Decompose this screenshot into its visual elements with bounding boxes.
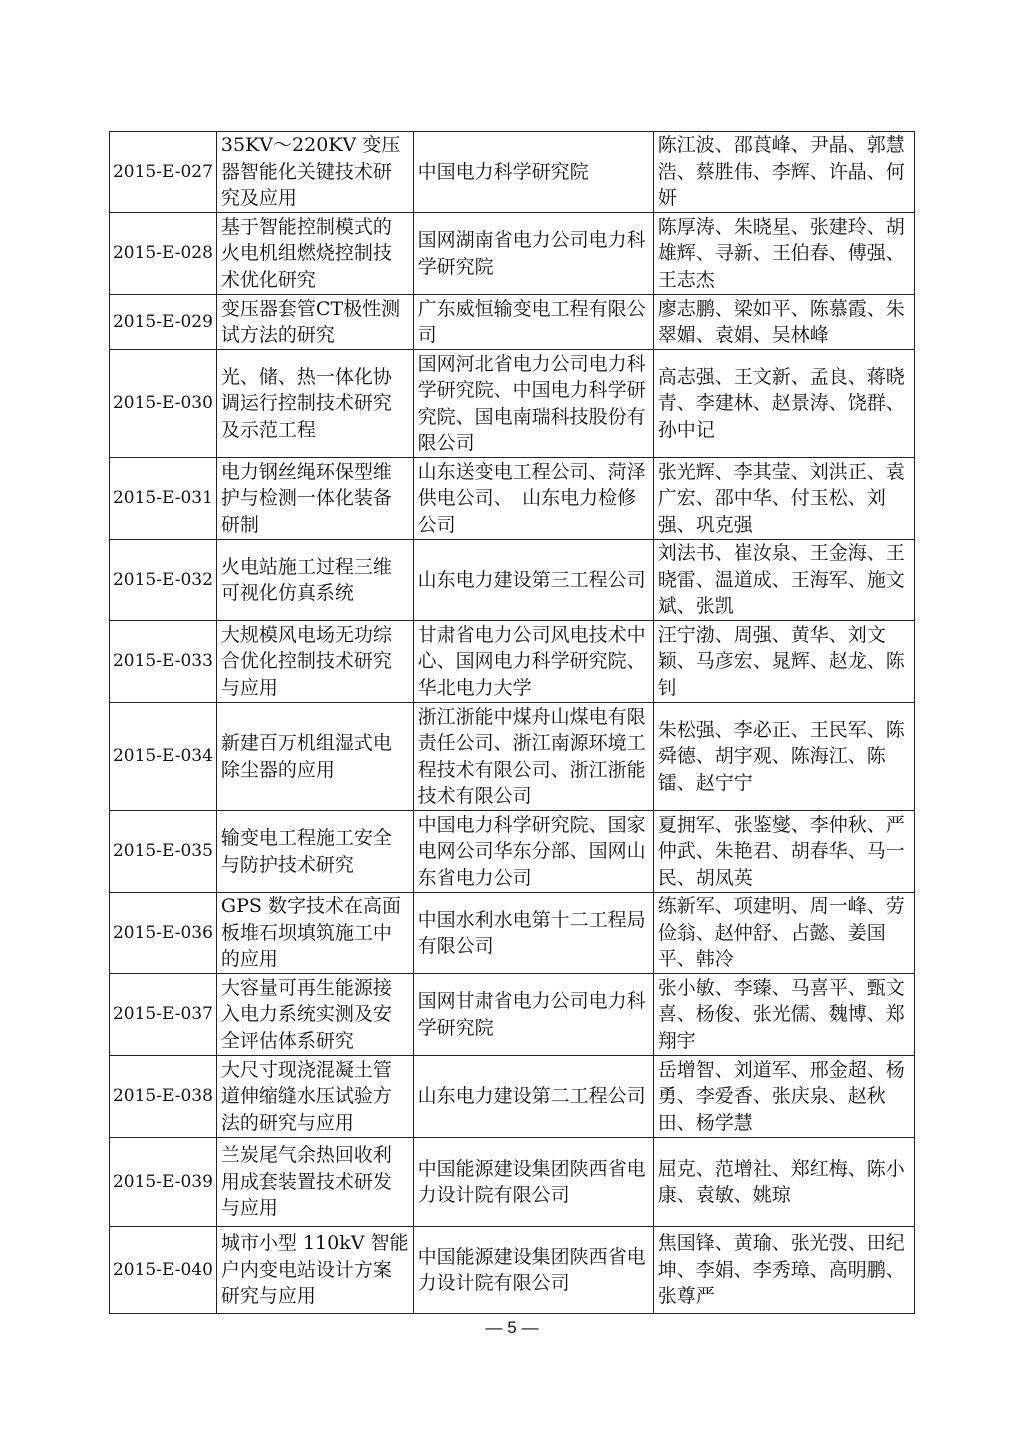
project-name-cell: 兰炭尾气余热回收利用成套装置技术研发与应用 bbox=[216, 1138, 413, 1227]
project-id-cell: 2015-E-036 bbox=[110, 893, 217, 974]
project-id-cell: 2015-E-038 bbox=[110, 1056, 217, 1138]
organization-cell: 国网湖南省电力公司电力科学研究院 bbox=[413, 213, 653, 295]
organization-cell: 广东威恒输变电工程有限公司 bbox=[413, 295, 653, 350]
table-row bbox=[110, 703, 915, 811]
project-id-cell: 2015-E-039 bbox=[110, 1138, 217, 1227]
project-name-cell: 城市小型 110kV 智能户内变电站设计方案研究与应用 bbox=[216, 1227, 413, 1314]
table-row bbox=[110, 1138, 915, 1227]
table-row bbox=[110, 1227, 915, 1314]
project-name-cell: 大容量可再生能源接入电力系统实测及安全评估体系研究 bbox=[216, 974, 413, 1056]
project-name-cell: 大尺寸现浇混凝土管道伸缩缝水压试验方法的研究与应用 bbox=[216, 1056, 413, 1138]
organization-cell: 中国能源建设集团陕西省电力设计院有限公司 bbox=[413, 1138, 653, 1227]
project-id-cell: 2015-E-040 bbox=[110, 1227, 217, 1314]
table-row bbox=[110, 132, 915, 213]
organization-cell: 山东送变电工程公司、菏泽供电公司、 山东电力检修公司 bbox=[413, 458, 653, 540]
organization-cell: 中国水利水电第十二工程局有限公司 bbox=[413, 893, 653, 974]
table-row bbox=[110, 621, 915, 703]
contributors-cell: 陈江波、邵莨峰、尹晶、郭慧浩、蔡胜伟、李辉、许晶、何妍 bbox=[653, 132, 914, 213]
contributors-cell: 张光辉、李其莹、刘洪正、袁广宏、邵中华、付玉松、刘强、巩克强 bbox=[653, 458, 914, 540]
project-name-cell: 火电站施工过程三维可视化仿真系统 bbox=[216, 540, 413, 621]
table-row bbox=[110, 540, 915, 621]
project-name-cell: 变压器套管CT极性测试方法的研究 bbox=[216, 295, 413, 350]
award-table bbox=[109, 131, 915, 1314]
organization-cell: 浙江浙能中煤舟山煤电有限责任公司、浙江南源环境工程技术有限公司、浙江浙能技术有限公司 bbox=[413, 703, 653, 811]
table-row bbox=[110, 213, 915, 295]
project-id-cell: 2015-E-029 bbox=[110, 295, 217, 350]
table-row bbox=[110, 893, 915, 974]
contributors-cell: 朱松强、李必正、王民军、陈舜德、胡宇观、陈海江、陈镭、赵宁宁 bbox=[653, 703, 914, 811]
project-id-cell: 2015-E-034 bbox=[110, 703, 217, 811]
table-row bbox=[110, 458, 915, 540]
project-id-cell: 2015-E-027 bbox=[110, 132, 217, 213]
project-id-cell: 2015-E-037 bbox=[110, 974, 217, 1056]
page-number: — 5 — bbox=[485, 1318, 539, 1337]
contributors-cell: 刘法书、崔汝泉、王金海、王晓雷、温道成、王海军、施文斌、张凯 bbox=[653, 540, 914, 621]
contributors-cell: 陈厚涛、朱晓星、张建玲、胡雄辉、寻新、王伯春、傅强、王志杰 bbox=[653, 213, 914, 295]
organization-cell: 国网甘肃省电力公司电力科学研究院 bbox=[413, 974, 653, 1056]
organization-cell: 中国电力科学研究院 bbox=[413, 132, 653, 213]
project-name-cell: 输变电工程施工安全与防护技术研究 bbox=[216, 811, 413, 893]
organization-cell: 国网河北省电力公司电力科学研究院、中国电力科学研究院、国电南瑞科技股份有限公司 bbox=[413, 350, 653, 458]
project-id-cell: 2015-E-035 bbox=[110, 811, 217, 893]
organization-cell: 山东电力建设第二工程公司 bbox=[413, 1056, 653, 1138]
table-row bbox=[110, 1056, 915, 1138]
table-row bbox=[110, 295, 915, 350]
project-id-cell: 2015-E-032 bbox=[110, 540, 217, 621]
organization-cell: 甘肃省电力公司风电技术中心、国网电力科学研究院、华北电力大学 bbox=[413, 621, 653, 703]
contributors-cell: 廖志鹏、梁如平、陈慕霞、朱翠媚、袁娟、吴林峰 bbox=[653, 295, 914, 350]
table-row bbox=[110, 974, 915, 1056]
project-id-cell: 2015-E-031 bbox=[110, 458, 217, 540]
organization-cell: 山东电力建设第三工程公司 bbox=[413, 540, 653, 621]
project-id-cell: 2015-E-030 bbox=[110, 350, 217, 458]
contributors-cell: 汪宁渤、周强、黄华、刘文颖、马彦宏、晁辉、赵龙、陈钊 bbox=[653, 621, 914, 703]
project-id-cell: 2015-E-033 bbox=[110, 621, 217, 703]
table-row bbox=[110, 350, 915, 458]
project-name-cell: GPS 数字技术在高面板堆石坝填筑施工中的应用 bbox=[216, 893, 413, 974]
project-name-cell: 大规模风电场无功综合优化控制技术研究与应用 bbox=[216, 621, 413, 703]
organization-cell: 中国能源建设集团陕西省电力设计院有限公司 bbox=[413, 1227, 653, 1314]
project-id-cell: 2015-E-028 bbox=[110, 213, 217, 295]
contributors-cell: 张小敏、李臻、马喜平、甄文喜、杨俊、张光儒、魏博、郑翔宇 bbox=[653, 974, 914, 1056]
contributors-cell: 高志强、王文新、孟良、蒋晓青、李建林、赵景涛、饶群、孙中记 bbox=[653, 350, 914, 458]
contributors-cell: 岳增智、刘道军、邢金超、杨勇、李爱香、张庆泉、赵秋田、杨学慧 bbox=[653, 1056, 914, 1138]
contributors-cell: 练新军、项建明、周一峰、劳俭翁、赵仲舒、占懿、姜国平、韩冷 bbox=[653, 893, 914, 974]
project-name-cell: 35KV～220KV 变压器智能化关键技术研究及应用 bbox=[216, 132, 413, 213]
project-name-cell: 电力钢丝绳环保型维护与检测一体化装备研制 bbox=[216, 458, 413, 540]
organization-cell: 中国电力科学研究院、国家电网公司华东分部、国网山东省电力公司 bbox=[413, 811, 653, 893]
contributors-cell: 夏拥军、张鉴燮、李仲秋、严仲武、朱艳君、胡春华、马一民、胡凤英 bbox=[653, 811, 914, 893]
project-name-cell: 新建百万机组湿式电除尘器的应用 bbox=[216, 703, 413, 811]
contributors-cell: 焦国锋、黄瑜、张光弢、田纪坤、李娟、李秀璋、高明鹏、张尊严 bbox=[653, 1227, 914, 1314]
project-name-cell: 基于智能控制模式的火电机组燃烧控制技术优化研究 bbox=[216, 213, 413, 295]
project-name-cell: 光、储、热一体化协调运行控制技术研究及示范工程 bbox=[216, 350, 413, 458]
table-row bbox=[110, 811, 915, 893]
contributors-cell: 屈克、范增社、郑红梅、陈小康、袁敏、姚琼 bbox=[653, 1138, 914, 1227]
